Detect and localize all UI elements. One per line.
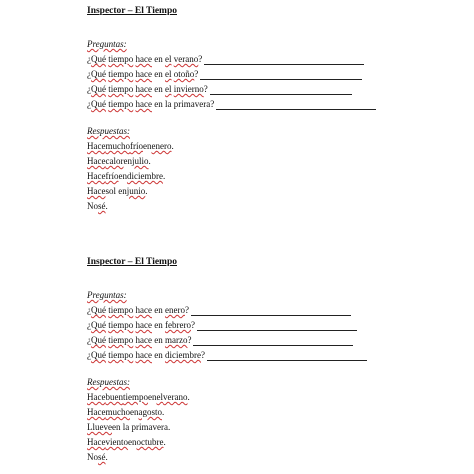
- worksheet-1: [87, 5, 457, 212]
- question-row: [87, 65, 457, 80]
- question-row: [87, 346, 457, 361]
- answer-item: Llueve en la primavera.: [87, 422, 171, 432]
- question-row: [87, 95, 457, 110]
- answer-item: Hace viento en octubre .: [87, 437, 166, 447]
- answer-line[interactable]: [197, 321, 357, 331]
- answer-line[interactable]: [210, 85, 352, 95]
- question-row: [87, 50, 457, 65]
- question-row: [87, 80, 457, 95]
- question-text: ¿Qué tiempo hace en el verano?: [87, 54, 203, 64]
- question-text: ¿Qué tiempo hace en febrero?: [87, 320, 195, 330]
- answer-line[interactable]: [216, 100, 376, 110]
- answers-label: Respuestas:: [87, 126, 130, 136]
- worksheet-title: Inspector – El Tiempo: [87, 257, 177, 267]
- questions-label: Preguntas:: [87, 39, 127, 49]
- answer-line[interactable]: [207, 351, 367, 361]
- answer-item: Hace sol en junio .: [87, 186, 148, 196]
- question-text: ¿Qué tiempo hace en la primavera?: [87, 99, 215, 109]
- question-text: ¿Qué tiempo hace en marzo?: [87, 335, 192, 345]
- answer-item: Hace mucho en agosto .: [87, 407, 165, 417]
- answer-item: Hace buen tiempo en el verano .: [87, 392, 190, 402]
- answer-line[interactable]: [191, 306, 351, 316]
- answer-item: Hace frío en diciembre .: [87, 171, 166, 181]
- answer-line[interactable]: [193, 336, 353, 346]
- answer-item: No sé .: [87, 201, 108, 211]
- question-text: ¿Qué tiempo hace en el invierno?: [87, 84, 208, 94]
- answer-item: Hace calor en julio .: [87, 156, 151, 166]
- answers-label: Respuestas:: [87, 377, 130, 387]
- answer-line[interactable]: [204, 55, 364, 65]
- question-text: ¿Qué tiempo hace en el otoño?: [87, 69, 199, 79]
- question-row: [87, 316, 457, 331]
- answer-item: No sé .: [87, 452, 108, 462]
- worksheet-title: Inspector – El Tiempo: [87, 6, 177, 16]
- question-text: ¿Qué tiempo hace en enero?: [87, 305, 189, 315]
- questions-label: Preguntas:: [87, 290, 127, 300]
- question-row: [87, 301, 457, 316]
- answer-item: Hace mucho frío en enero .: [87, 141, 174, 151]
- question-row: [87, 331, 457, 346]
- question-text: ¿Qué tiempo hace en diciembre?: [87, 350, 205, 360]
- worksheet-2: [87, 256, 457, 463]
- answer-line[interactable]: [200, 70, 362, 80]
